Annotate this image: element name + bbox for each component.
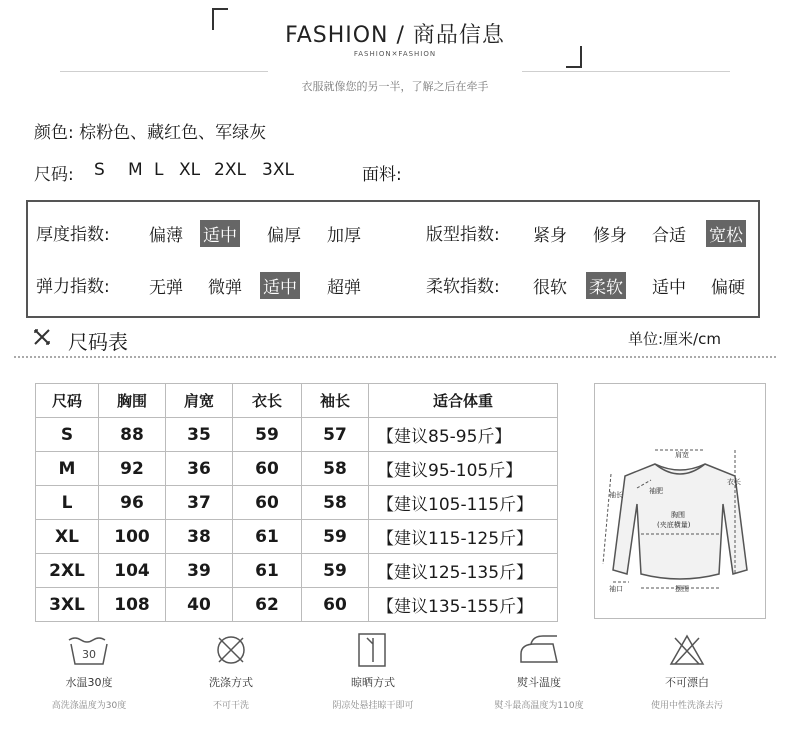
care-title: 洗涤方式 [209, 676, 253, 689]
table-cell: 62 [233, 588, 302, 622]
table-cell: 61 [233, 554, 302, 588]
care-item-wash [14, 632, 164, 711]
elasticity-option-selected: 适中 [260, 272, 300, 299]
color-line [34, 118, 266, 143]
table-cell: XL [36, 520, 99, 554]
care-desc: 不可干洗 [212, 701, 249, 711]
svg-text:30: 30 [82, 648, 96, 661]
thickness-option: 偏厚 [267, 226, 301, 246]
table-cell: 38 [166, 520, 233, 554]
header-divider-left [60, 71, 268, 72]
care-desc: 阴凉处悬挂晾干即可 [332, 701, 414, 711]
fit-option: 修身 [593, 226, 627, 246]
table-row [36, 486, 558, 520]
size-l: L [154, 160, 164, 180]
hang-dry-icon [349, 632, 397, 668]
measurement-diagram [594, 383, 766, 619]
thickness-option: 偏薄 [149, 226, 183, 246]
diagram-label-shoulder: 肩宽 [675, 451, 689, 459]
table-cell: 36 [166, 452, 233, 486]
col-header: 肩宽 [166, 384, 233, 418]
table-cell: 60 [233, 486, 302, 520]
color-value: 棕粉色、藏红色、军绿灰 [79, 123, 267, 143]
table-cell: 58 [302, 452, 369, 486]
table-cell: 92 [99, 452, 166, 486]
size-label: 尺码: [34, 165, 74, 185]
no-bleach-icon [663, 632, 711, 668]
diagram-label-armhole: 袖肥 [649, 487, 663, 495]
fabric-label: 面料: [362, 165, 402, 185]
care-desc: 使用中性洗涤去污 [650, 701, 723, 711]
table-row [36, 520, 558, 554]
table-cell: 61 [233, 520, 302, 554]
size-2xl: 2XL [214, 160, 246, 180]
dotted-divider [14, 356, 776, 358]
index-box [26, 200, 760, 318]
table-cell: 60 [233, 452, 302, 486]
diagram-label-hem: 摆围 [675, 585, 689, 593]
softness-option-selected: 柔软 [586, 272, 626, 299]
fit-option: 紧身 [533, 226, 567, 246]
thickness-option-selected: 适中 [200, 220, 240, 247]
table-cell: 59 [302, 554, 369, 588]
col-header: 适合体重 [369, 384, 558, 418]
table-cell: 58 [302, 486, 369, 520]
table-cell: 【建议125-135斤】 [369, 554, 558, 588]
care-item-dry-clean [156, 632, 306, 711]
care-desc: 高洗涤温度为30度 [51, 701, 127, 711]
table-cell: 【建议85-95斤】 [369, 418, 558, 452]
table-cell: 59 [233, 418, 302, 452]
iron-icon [513, 632, 565, 668]
table-row [36, 452, 558, 486]
care-title: 水温30度 [65, 676, 113, 689]
table-cell: 88 [99, 418, 166, 452]
diagram-label-chest: 胸围 [671, 511, 685, 519]
fit-option: 合适 [652, 226, 686, 246]
table-cell: S [36, 418, 99, 452]
table-cell: 96 [99, 486, 166, 520]
table-row [36, 588, 558, 622]
size-3xl: 3XL [262, 160, 294, 180]
elasticity-option: 微弹 [208, 278, 242, 298]
table-cell: 35 [166, 418, 233, 452]
softness-option: 适中 [652, 278, 686, 298]
wash-30-icon [65, 632, 113, 668]
table-cell: 40 [166, 588, 233, 622]
table-header-row [36, 384, 558, 418]
size-chart-title: 尺码表 [68, 330, 128, 354]
diagram-label-length: 衣长 [727, 478, 741, 486]
size-xl: XL [179, 160, 201, 180]
header-title: FASHION / 商品信息 [285, 23, 505, 48]
care-item-drying [298, 632, 448, 711]
col-header: 胸围 [99, 384, 166, 418]
table-row [36, 554, 558, 588]
care-item-bleach [612, 632, 762, 711]
table-cell: 【建议115-125斤】 [369, 520, 558, 554]
table-cell: 2XL [36, 554, 99, 588]
softness-option: 偏硬 [711, 278, 745, 298]
table-cell: 【建议105-115斤】 [369, 486, 558, 520]
size-table [35, 383, 558, 622]
color-label: 颜色: [34, 123, 74, 143]
table-cell: 37 [166, 486, 233, 520]
elasticity-label: 弹力指数: [36, 277, 110, 297]
diagram-label-sleeve: 袖长 [609, 491, 623, 499]
diagram-label-chest-note: (夹底横量) [657, 521, 691, 529]
care-title: 不可漂白 [665, 676, 709, 689]
fit-option-selected: 宽松 [706, 220, 746, 247]
care-desc: 熨斗最高温度为110度 [494, 701, 584, 711]
thickness-label: 厚度指数: [36, 225, 110, 245]
care-title: 晾晒方式 [351, 676, 395, 689]
table-cell: 3XL [36, 588, 99, 622]
col-header: 衣长 [233, 384, 302, 418]
care-item-iron [464, 632, 614, 711]
table-cell: 100 [99, 520, 166, 554]
table-cell: M [36, 452, 99, 486]
col-header: 尺码 [36, 384, 99, 418]
diagram-label-cuff: 袖口 [609, 585, 623, 593]
care-title: 熨斗温度 [517, 676, 561, 689]
col-header: 袖长 [302, 384, 369, 418]
sweater-diagram-icon [595, 384, 765, 618]
table-cell: 39 [166, 554, 233, 588]
table-cell: 108 [99, 588, 166, 622]
size-chart-unit: 单位:厘米/cm [628, 330, 721, 348]
header-subtitle: FASHION✕FASHION [353, 50, 437, 58]
header-divider-right [522, 71, 730, 72]
table-cell: L [36, 486, 99, 520]
size-line [34, 160, 754, 184]
no-dry-clean-icon [207, 632, 255, 668]
table-cell: 【建议95-105斤】 [369, 452, 558, 486]
size-m: M [128, 160, 143, 180]
table-cell: 60 [302, 588, 369, 622]
table-cell: 59 [302, 520, 369, 554]
softness-label: 柔软指数: [426, 277, 500, 297]
size-s: S [94, 160, 105, 180]
table-cell: 57 [302, 418, 369, 452]
table-row [36, 418, 558, 452]
elasticity-option: 超弹 [327, 278, 361, 298]
header-tagline: 衣服就像您的另一半，了解之后在牵手 [301, 80, 489, 93]
scissors-cross-icon [33, 328, 51, 346]
fit-label: 版型指数: [426, 225, 500, 245]
softness-option: 很软 [533, 278, 567, 298]
elasticity-option: 无弹 [149, 278, 183, 298]
table-cell: 104 [99, 554, 166, 588]
thickness-option: 加厚 [327, 226, 361, 246]
table-cell: 【建议135-155斤】 [369, 588, 558, 622]
